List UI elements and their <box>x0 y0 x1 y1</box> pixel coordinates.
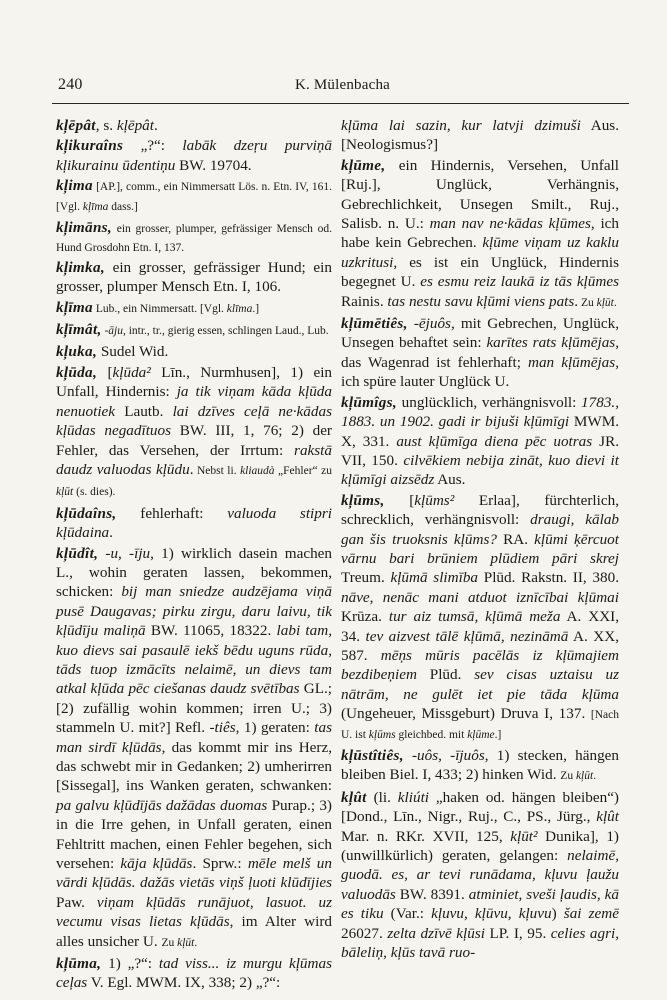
entry-text: 1) „?“: <box>101 955 159 973</box>
small-note: Zu <box>578 296 597 309</box>
latvian-text: mēle melš un vārdi kļūdās. dažās vietās viņš ļuoti klūdījies <box>56 855 332 892</box>
entry-text: (Var.: <box>383 905 432 923</box>
latvian-text: kļuvu, kļūvu, kļuvu <box>431 905 552 923</box>
small-note: , intr., tr., gierig essen, schlingen Laud., Lub. <box>122 325 329 338</box>
entry-text: , es ist ein Unglück, Hindernis begegnet U. <box>341 253 619 291</box>
latvian-text: mēņs mūris pacēlās iz kļūmajiem bezdibeņiem <box>341 646 620 684</box>
entry-text: Rainis. <box>341 292 388 310</box>
latvian-text: pa galvu kļūdījās dažādas duomas <box>56 796 268 814</box>
entry-headword: kļūmîgs, <box>341 393 397 411</box>
small-note: [AP.], comm., ein Nimmersatt Lös. n. Etn. IV, 161. [Vgl. <box>56 181 332 213</box>
latvian-text: kļūt² <box>510 827 538 845</box>
small-note: .] <box>494 728 502 741</box>
dictionary-entry <box>56 544 332 954</box>
entry-text: Purap.; 3) in die Irre gehen, in Unfall geraten, einen Fehltritt machen, einen Fehler begehen, sich versehen: <box>56 796 332 873</box>
entry-text: . <box>574 292 579 310</box>
entry-text: , ich habe kein Gebrechen. <box>341 215 619 252</box>
entry-text: BW. III, 1, 76; 2) der Fehler, das Versehen, der Irrtum: <box>56 422 332 459</box>
dictionary-entry <box>341 116 619 155</box>
latvian-text: kļūms² <box>414 491 455 509</box>
latvian-text: 1783., 1883. un 1902. gadi ir bijuši kļūmīgi <box>341 393 619 431</box>
small-note: ein grosser, plumper, gefrässiger Mensch od. Hund Grosdohn Etn. I, 137. <box>56 223 332 255</box>
latvian-text: tas nestu savu kļūmi viens pats <box>387 292 575 310</box>
entry-headword: kļikuraîns <box>56 137 124 155</box>
page-header <box>58 72 627 98</box>
right-column <box>341 116 619 962</box>
entry-text: ein Hindernis, Versehen, Unfall [Ruj.], Unglück, Verhängnis, Gebrechlichkeit, Unsegen Smilt., Ruj., Salisb. n. U.: <box>341 156 619 233</box>
latvian-text: cilvēkiem nebija zināt, kuo dievi it kļūmīgi aizsēdz <box>341 451 619 489</box>
entry-text: , 1) geraten: <box>235 719 315 737</box>
entry-text: Paw. <box>56 893 97 911</box>
latvian-text: kļūmi ķērcuot vārnu bari brūniem plūdiem pāri skrej <box>341 530 619 567</box>
entry-text: RA. <box>496 530 535 548</box>
latvian-text: kliúti <box>397 788 430 806</box>
small-note: . <box>613 296 617 309</box>
entry-text: BW. 8391. <box>395 885 469 903</box>
dictionary-entry <box>56 504 332 543</box>
entry-text: Sudel Wid. <box>97 343 169 361</box>
dictionary-entry <box>56 218 332 257</box>
latvian-text: kļūda² <box>112 363 151 381</box>
latvian-text: sev cisas uztaisu uz nātrām, ne gulēt iet pie tāda kļūma <box>341 666 619 703</box>
latvian-text: atminiet, sveši ļaudis, kā es tiku <box>341 885 619 923</box>
latvian-text: -ējuôs <box>413 315 451 333</box>
entry-text <box>404 747 412 764</box>
latvian-text: celies agri, bāleliņ, kļūs tavā ruo- <box>341 924 620 962</box>
small-note: Nebst li. <box>193 464 241 477</box>
entry-text: 26027. <box>341 924 388 942</box>
dictionary-entry <box>341 788 619 963</box>
dictionary-entry <box>56 176 332 217</box>
running-title: K. Mülenbacha <box>294 76 391 93</box>
dictionary-entry <box>56 320 332 341</box>
entry-headword: kļût <box>341 788 367 806</box>
entry-headword: kļimāns, <box>56 219 112 237</box>
entry-headword: kļīmât, <box>56 321 102 339</box>
dictionary-entry <box>341 156 619 313</box>
entry-text: GL.; [2) zufällig wohin kommen; irren U.; 3) stammeln U. mit?] Refl. <box>56 680 332 737</box>
small-latvian: klīma <box>226 302 253 315</box>
entry-text: , mit Gebrechen, Unglück, Unsegen behaftet sein: <box>341 315 620 352</box>
entry-text: . Sprw.: <box>192 855 248 873</box>
dictionary-entry <box>56 298 332 319</box>
entry-text: , das Wagenrad ist fehlerhaft; <box>341 334 619 371</box>
entry-headword: kļūdît, <box>56 544 99 562</box>
entry-text: (li. <box>366 788 398 806</box>
entry-headword: kļimka, <box>56 258 105 276</box>
latvian-text: kļūmā slimība <box>390 569 479 587</box>
entry-text: Krūza. <box>341 608 389 626</box>
small-note: . <box>593 770 597 783</box>
entry-text: „?“: <box>123 137 183 155</box>
small-latvian: kļūt <box>596 296 614 309</box>
latvian-text: labāk dzeŗu purviņā kļikurainu ūdentiņu <box>56 137 332 174</box>
latvian-text: man kļūmējas <box>527 353 616 371</box>
latvian-text: -uôs, -ījuôs <box>412 747 485 764</box>
entry-text: . <box>153 117 158 134</box>
dictionary-entry <box>56 342 332 361</box>
dictionary-entry <box>341 491 619 745</box>
latvian-text: tur aiz tumsā, kļūmā meža <box>388 608 561 626</box>
latvian-text: kļēpât <box>116 117 154 134</box>
entry-text: [ <box>97 363 113 381</box>
latvian-text: man nav ne·kādas kļūmes <box>429 215 591 233</box>
latvian-text: tad viss... iz murgu kļūmas ceļas <box>56 955 332 992</box>
entry-headword: kļēpât <box>56 117 96 134</box>
entry-text: Dunika], 1) (unwillkürlich) geraten, gelangen: <box>341 827 619 865</box>
entry-headword: kļūms, <box>341 491 385 509</box>
dictionary-entry <box>341 393 619 490</box>
latvian-text: šai zemē <box>563 905 619 923</box>
latvian-text: aust kļūmīga diena pēc uotras <box>396 432 593 450</box>
dictionary-entry <box>56 116 332 135</box>
small-note: [Nach U. ist <box>341 709 619 741</box>
dictionary-entry <box>341 746 619 787</box>
header-rule <box>52 103 629 104</box>
entry-text: , das kommt mir ins Herz, das schwebt mir in Gedanken; 2) umherirren [Sissegal], ins Wanken geraten, schwanken: <box>56 738 332 795</box>
entry-text: Erlaa], fürchterlich, schrecklich, verhängnisvoll: <box>341 491 619 529</box>
latvian-text: tas man sirdī kļūdās <box>56 719 333 756</box>
entry-text: , 1) stecken, hängen bleiben Biel. I, 433; 2) hinken Wid. <box>341 747 619 784</box>
entry-text: MWM. X, 331. <box>341 413 619 450</box>
small-note: . <box>194 936 198 949</box>
small-note: (s. dies). <box>73 486 116 499</box>
latvian-text: es esmu reiz laukā iz tās kļūmes <box>420 273 619 291</box>
entry-text: Treum. <box>341 569 391 587</box>
small-note: Lub., ein Nimmersatt. [Vgl. <box>92 302 227 315</box>
latvian-text: labi tam, kuo dievs sai pasaulē iekš bēdu uguns rūda, tāds tuop izmācīts nelaimē, un dievs tam atkal kļūda pēc ciešanas daudz svētības <box>56 622 332 698</box>
small-note: dass.] <box>108 200 138 213</box>
entry-text: . <box>189 460 194 478</box>
dictionary-entry <box>56 954 332 993</box>
entry-text: A. XXI, 34. <box>341 608 620 645</box>
entry-text: A. XX, 587. <box>341 627 620 664</box>
latvian-text: viņam kļūdās runājuot, lasuot. uz vecumu visas lietas kļūdās <box>56 893 332 931</box>
latvian-text: ja tik viņam kāda kļūda nenuotiek <box>56 383 332 420</box>
dictionary-entry <box>341 314 619 392</box>
entry-text: Mar. n. RKr. XVII, 125, <box>341 827 511 845</box>
entry-headword: kļūda, <box>56 363 98 381</box>
entry-text: Aus. <box>434 471 466 489</box>
entry-text: V. Egl. MWM. IX, 338; 2) „?“: <box>87 974 281 992</box>
left-column <box>56 116 332 993</box>
small-latvian: kliaudà <box>240 464 275 477</box>
entry-headword: kļūma, <box>56 955 102 973</box>
entry-text: Plūd. <box>416 666 475 684</box>
dictionary-entry <box>56 258 332 297</box>
entry-text: „haken od. hängen bleiben“) [Dond., Līn., Nigr., Ruj., C., PS., Jürg., <box>341 788 619 826</box>
entry-text: , 1) wirklich dasein machen L., wohin geraten lassen, bekommen, schicken: <box>56 544 332 601</box>
latvian-text: zelta dzīvē kļūsi <box>387 924 485 942</box>
dictionary-entry <box>56 363 332 503</box>
small-note: .] <box>252 302 260 315</box>
entry-text: BW. 11065, 18322. <box>145 622 277 640</box>
latvian-text: -tiês <box>209 719 236 737</box>
small-latvian: kļīma <box>82 200 109 213</box>
entry-headword: kļima <box>56 177 93 195</box>
small-latvian: kļūt <box>575 770 594 783</box>
latvian-text: nelaimē, guodā. es, ar tevi runādama, kļuvu ļaužu valuodās <box>341 847 619 903</box>
entry-headword: kļūme, <box>341 156 386 174</box>
entry-text: [ <box>384 491 415 509</box>
small-note: Zu <box>560 770 576 783</box>
latvian-text: -u, -īju <box>105 544 151 562</box>
entry-text: . <box>109 524 113 542</box>
latvian-text: kāja kļūdās <box>120 855 193 873</box>
small-latvian: kļūt <box>177 936 195 949</box>
latvian-text: nāve, nenāc mani atduot iznīcībai kļūmai <box>341 588 619 606</box>
small-latvian: -āju <box>104 325 123 338</box>
entry-text: ein grosser, gefrässiger Hund; ein grosser, plumper Mensch Etn. I, 106. <box>56 258 332 296</box>
entry-text: , s. <box>95 117 117 134</box>
page-number: 240 <box>58 76 83 93</box>
entry-headword: kļūstîtiês, <box>341 747 404 764</box>
entry-text: BW. 19704. <box>175 156 252 174</box>
latvian-text: karītes rats kļūmējas <box>486 334 616 352</box>
entry-text: unglücklich, verhängnisvoll: <box>397 393 582 411</box>
entry-headword: kļūmētiês, <box>341 315 408 333</box>
latvian-text: lai dzīves ceļā ne·kādas kļūdas negadītuos <box>56 402 332 440</box>
latvian-text: valuoda stipri kļūdaina <box>56 504 332 542</box>
entry-text: Plūd. Rakstn. II, 380. <box>478 569 620 587</box>
entry-text: ) <box>551 905 564 923</box>
latvian-text: draugi, kālab gan šis truoksnis kļūms? <box>341 511 620 548</box>
small-note: Zu <box>161 936 178 949</box>
small-latvian: kļūme <box>467 728 495 741</box>
small-latvian: kļūt <box>56 486 74 499</box>
latvian-text: tev aizvest tālē kļūmā, nezināmā <box>365 627 569 645</box>
entry-text: Aus. [Neologismus?] <box>341 117 619 154</box>
entry-text: , im Alter wird alles unsicher U. <box>56 913 332 950</box>
latvian-text: kļūme viņam uz kaklu uzkritusi <box>341 234 619 271</box>
entry-text: LP. I, 95. <box>484 924 551 942</box>
latvian-text: kļūma lai sazin, kur latvji dzimuši <box>341 117 581 134</box>
entry-headword: kļuka, <box>56 343 98 361</box>
entry-text: (Ungeheuer, Missgeburt) Druva I, 137. <box>341 705 591 723</box>
entry-headword: kļūdaîns, <box>56 504 117 522</box>
latvian-text: bij man sniedze audzējama viņā pusē Daugavas; pirku zirgu, daru laivu, tik kļūdīju maliņā <box>56 583 332 640</box>
small-note: gleichbed. mit <box>395 728 468 741</box>
entry-headword: kļīma <box>56 298 93 316</box>
dictionary-entry <box>56 136 332 175</box>
entry-text: fehlerhaft: <box>116 504 228 522</box>
entry-text: , ich spüre lauter Unglück U. <box>341 353 619 391</box>
small-latvian: kļūms <box>368 728 396 741</box>
entry-text: Līn., Nurmhusen], 1) ein Unfall, Hindernis: <box>56 363 333 401</box>
entry-text: JR. VII, 150. <box>341 432 619 469</box>
latvian-text: rakstā daudz valuodas kļūdu <box>56 441 332 478</box>
entry-text: Lautb. <box>115 402 173 420</box>
latvian-text: kļût <box>596 808 619 826</box>
small-note: „Fehler“ zu <box>274 464 332 477</box>
